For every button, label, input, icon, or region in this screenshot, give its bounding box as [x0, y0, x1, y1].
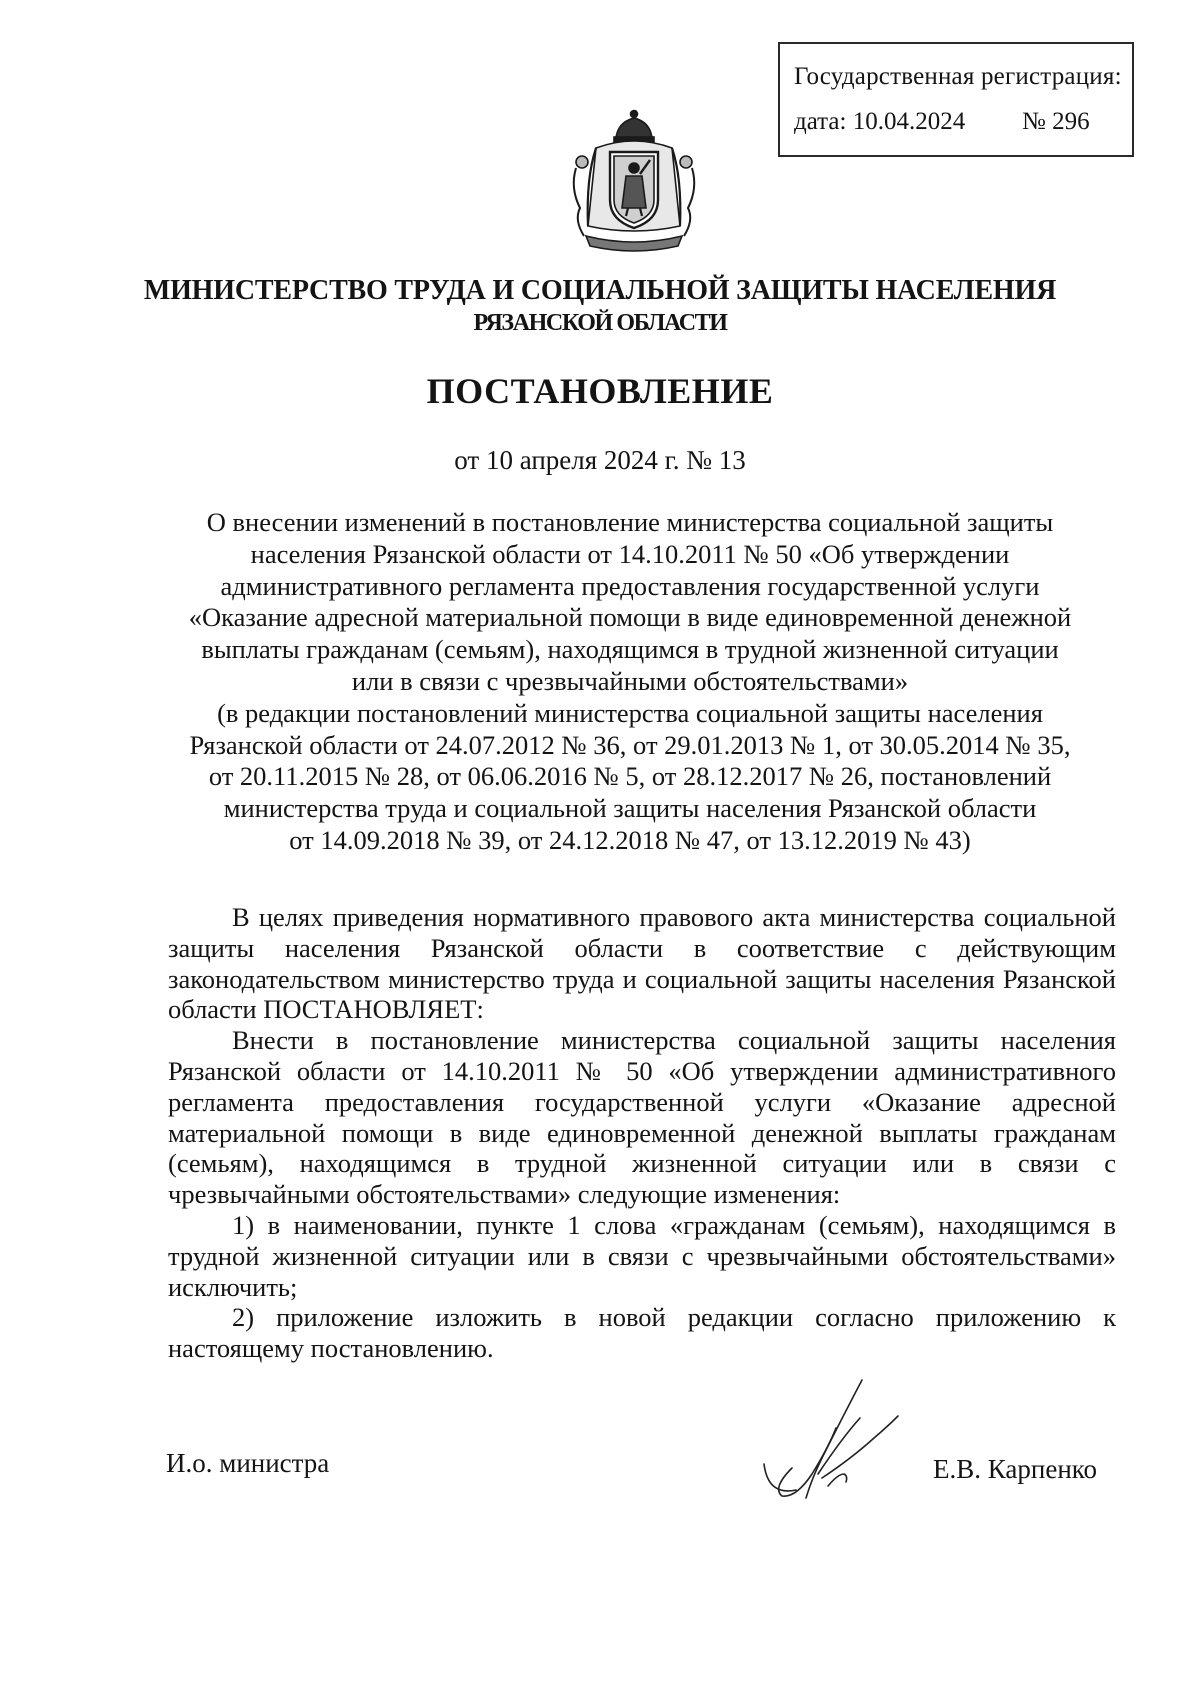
registration-number: № 296 — [1022, 108, 1090, 135]
subject-line: административного регламента предоставления государственной услуги — [220, 570, 1040, 601]
subject-line: Рязанской области от 24.07.2012 № 36, от 29.01.2013 № 1, от 30.05.2014 № 35, — [189, 729, 1071, 760]
ministry-name — [0, 275, 1200, 339]
subject-line: (в редакции постановлений министерства социальной защиты населения — [217, 697, 1043, 728]
registration-title: Государственная регистрация: — [794, 63, 1122, 90]
ministry-name-line2: РЯЗАНСКОЙ ОБЛАСТИ — [473, 310, 727, 336]
ministry-name-line1: МИНИСТЕРСТВО ТРУДА И СОЦИАЛЬНОЙ ЗАЩИТЫ НАСЕЛЕНИЯ — [143, 275, 1057, 306]
subject-line: «Оказание адресной материальной помощи в виде единовременной денежной — [188, 602, 1072, 633]
subject-line: выплаты гражданам (семьям), находящимся в трудной жизненной ситуации — [201, 634, 1059, 665]
subject-line: министерства труда и социальной защиты населения Рязанской области — [223, 793, 1037, 824]
ryazan-coat-of-arms-icon — [566, 108, 702, 256]
body-paragraph: 2) приложение изложить в новой редакции согласно приложению к настоящему постановлению. — [168, 1302, 1116, 1364]
registration-date: дата: 10.04.2024 — [794, 108, 966, 135]
subject-line: О внесении изменений в постановление министерства социальной защиты — [206, 507, 1054, 537]
document-type-heading: ПОСТАНОВЛЕНИЕ — [426, 371, 774, 411]
body-paragraph: 1) в наименовании, пункте 1 слова «гражданам (семьям), находящимся в трудной жизненной ситуации или в связи с чрезвычайными обстоятельствами» исключить; — [168, 1209, 1116, 1302]
registration-stamp — [778, 42, 1134, 157]
subject-line: от 20.11.2015 № 28, от 06.06.2016 № 5, от 28.12.2017 № 26, постановлений — [208, 761, 1052, 792]
handwritten-signature-icon — [762, 1378, 902, 1504]
body-paragraph: Внести в постановление министерства социальной защиты населения Рязанской области от 14.10.2011 № 50 «Об утверждении административного регламента предоставления государственной услуги «Оказание адресной материальной помощи в виде единовременной денежной выплаты гражданам (семьям), находящимся в трудной жизненной ситуации или в связи с чрезвычайными обстоятельствами» следующие изменения: — [168, 1025, 1116, 1210]
document-date-number: от 10 апреля 2024 г. № 13 — [454, 445, 746, 475]
body-paragraph: В целях приведения нормативного правового акта министерства социальной защиты населения Рязанской области в соответствие с действующим законодательством министерство труда и социальной защиты населения Рязанской области ПОСТАНОВЛЯЕТ: — [168, 902, 1116, 1025]
document-subject — [150, 507, 1110, 857]
signatory-name: Е.В. Карпенко — [933, 1454, 1098, 1484]
subject-line: или в связи с чрезвычайными обстоятельствами» — [351, 665, 909, 696]
subject-line: населения Рязанской области от 14.10.2011 № 50 «Об утверждении — [250, 538, 1010, 569]
document-body — [168, 902, 1116, 1364]
subject-line: от 14.09.2018 № 39, от 24.12.2018 № 47, от 13.12.2019 № 43) — [289, 824, 971, 855]
signatory-title: И.о. министра — [166, 1448, 330, 1478]
